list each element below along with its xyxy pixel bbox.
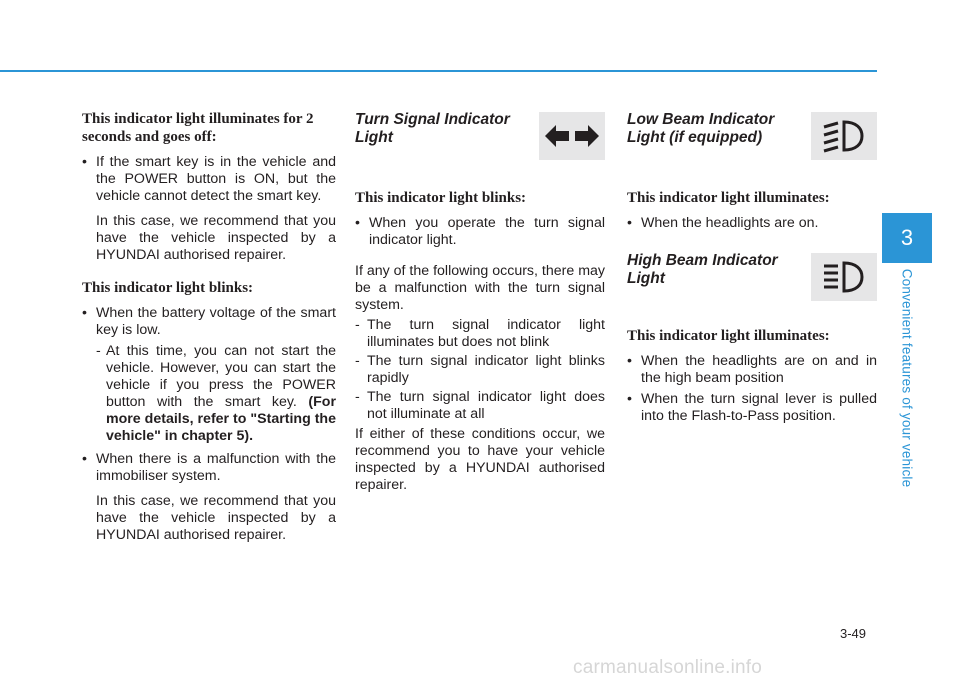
high-beam-header — [627, 249, 877, 305]
dash-mark: - — [96, 343, 101, 359]
bullet-battery-low: • When the battery voltage of the smart key is low. — [82, 305, 336, 339]
recommendation-note: In this case, we recommend that you have the vehicle inspected by a HYUNDAI authorised repairer. — [96, 213, 336, 263]
bullet-headlights-on: • When the headlights are on. — [627, 215, 877, 232]
dash-item — [355, 353, 605, 387]
low-beam-title: Low Beam Indicator Light (if equipped) — [627, 111, 775, 146]
low-beam-header — [627, 108, 877, 164]
watermark: carmanualsonline.info — [573, 657, 763, 678]
bullet-high-beam-position: • When the headlights are on and in the high beam position — [627, 353, 877, 387]
top-rule — [0, 70, 877, 72]
column-3 — [627, 108, 877, 427]
dash-mark: - — [355, 389, 360, 405]
high-beam-icon — [822, 259, 866, 295]
dash-item-start-info — [82, 343, 336, 445]
high-beam-icon-box — [811, 253, 877, 301]
column-1 — [82, 108, 336, 544]
turn-signal-title: Turn Signal Indicator Light — [355, 111, 510, 146]
page-number: 3-49 — [840, 626, 867, 641]
bullet-immobiliser: • When there is a malfunction with the immobiliser system. — [82, 451, 336, 485]
low-beam-icon — [822, 118, 866, 154]
bullet-flash-to-pass: • When the turn signal lever is pulled into the Flash-to-Pass position. — [627, 391, 877, 425]
turn-signal-icon-box — [539, 112, 605, 160]
dash-item-text: The turn signal indicator light does not illuminate at all — [367, 389, 605, 422]
recommendation-note: In this case, we recommend that you have the vehicle inspected by a HYUNDAI authorised repairer. — [96, 493, 336, 543]
dash-mark: - — [355, 353, 360, 369]
cross-reference: (For more details, refer to "Starting the vehicle" in chapter 5). — [106, 394, 336, 444]
dash-item-text: The turn signal indicator light illuminates but does not blink — [367, 317, 605, 350]
dash-item — [355, 389, 605, 423]
chapter-tab: 3 — [882, 213, 932, 263]
high-beam-title: High Beam Indicator Light — [627, 252, 778, 287]
dash-item-text: The turn signal indicator light blinks rapidly — [367, 353, 605, 386]
low-beam-icon-box — [811, 112, 877, 160]
chapter-title: Convenient features of your vehicle — [899, 268, 915, 488]
dash-item — [355, 317, 605, 351]
section-heading-blinks: This indicator light blinks: — [355, 190, 527, 206]
section-heading-blinks: This indicator light blinks: — [82, 280, 254, 296]
column-2 — [355, 108, 605, 494]
bullet-smart-key-not-detected: • If the smart key is in the vehicle and the POWER button is ON, but the vehicle cannot detect the smart key. — [82, 154, 336, 205]
malfunction-paragraph: If any of the following occurs, there may be a malfunction with the turn signal system. — [355, 263, 605, 313]
section-heading-illuminates: This indicator light illuminates: — [627, 328, 830, 344]
dash-item-text: At this time, you can not start the vehicle. However, you can start the vehicle if you press the POWER button with the smart key. — [106, 343, 336, 410]
dash-mark: - — [355, 317, 360, 333]
recommendation-paragraph: If either of these conditions occur, we recommend you to have your vehicle inspected by a HYUNDAI authorised repairer. — [355, 426, 605, 493]
turn-signal-arrows-icon — [545, 124, 599, 148]
bullet-operate-turn-signal: • When you operate the turn signal indicator light. — [355, 215, 605, 249]
section-heading-illuminates: This indicator light illuminates: — [627, 190, 830, 206]
turn-signal-header — [355, 108, 605, 164]
section-heading-illuminates: This indicator light illuminates for 2 seconds and goes off: — [82, 111, 314, 145]
